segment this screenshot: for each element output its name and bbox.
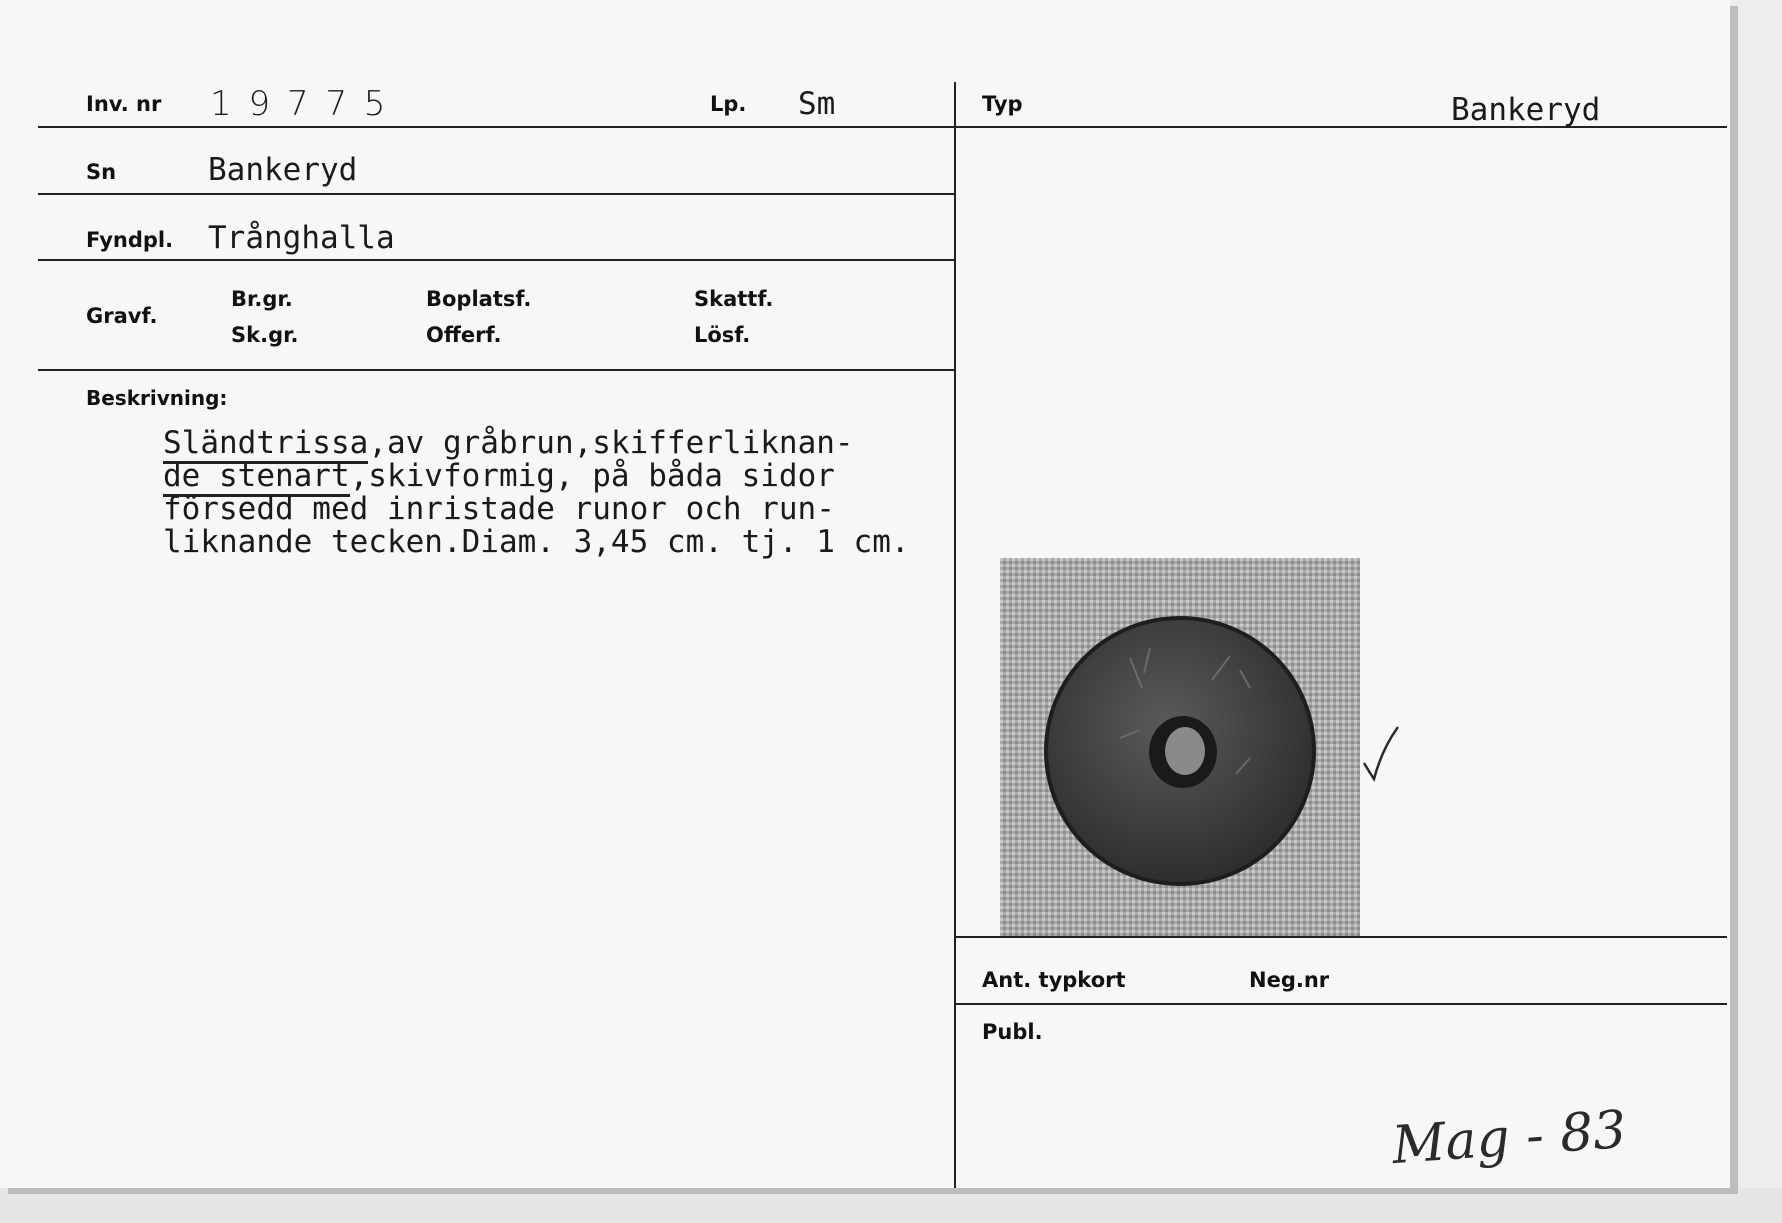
description-line-2-rest: ,skivformig, på båda sidor bbox=[349, 458, 835, 494]
gravf-label: Gravf. bbox=[86, 304, 158, 328]
description-underlined-material: de stenart bbox=[163, 458, 350, 497]
fyndpl-value: Trånghalla bbox=[208, 220, 395, 256]
boplatsf-label: Boplatsf. bbox=[426, 287, 532, 311]
typ-label: Typ bbox=[982, 92, 1023, 116]
negnr-label: Neg.nr bbox=[1249, 968, 1330, 992]
check-mark-icon bbox=[1360, 725, 1400, 785]
skattf-label: Skattf. bbox=[694, 287, 774, 311]
inv-nr-label: Inv. nr bbox=[86, 92, 162, 116]
divider-vertical bbox=[954, 82, 956, 1188]
description-line-2 bbox=[163, 460, 910, 493]
divider-row-1 bbox=[38, 126, 954, 128]
typ-value: Bankeryd bbox=[1451, 92, 1601, 128]
losf-label: Lösf. bbox=[694, 323, 751, 347]
description-line-1-rest: ,av gråbrun,skifferliknan- bbox=[368, 425, 854, 461]
handwritten-note: Mag - 83 bbox=[1390, 1099, 1629, 1177]
description-line-4: liknande tecken.Diam. 3,45 cm. tj. 1 cm. bbox=[163, 524, 910, 560]
offerf-label: Offerf. bbox=[426, 323, 502, 347]
ant-typkort-label: Ant. typkort bbox=[982, 968, 1126, 992]
skgr-label: Sk.gr. bbox=[231, 323, 299, 347]
description-line-3: försedd med inristade runor och run- bbox=[163, 491, 835, 527]
divider-publ bbox=[956, 1003, 1727, 1005]
spindle-whorl-photo bbox=[1000, 558, 1360, 936]
card-bottom-margin bbox=[0, 1188, 1782, 1223]
brgr-label: Br.gr. bbox=[231, 287, 293, 311]
divider-row-3 bbox=[38, 259, 954, 261]
fyndpl-label: Fyndpl. bbox=[86, 228, 174, 252]
divider-typ bbox=[956, 126, 1727, 128]
divider-row-2 bbox=[38, 193, 954, 195]
divider-row-4 bbox=[38, 369, 954, 371]
sn-label: Sn bbox=[86, 160, 117, 184]
description-underlined-term: Sländtrissa bbox=[163, 425, 368, 464]
divider-ant-typkort bbox=[956, 936, 1727, 938]
publ-label: Publ. bbox=[982, 1020, 1043, 1044]
card-right-margin bbox=[1730, 0, 1782, 1223]
lp-label: Lp. bbox=[710, 92, 747, 116]
sn-value: Bankeryd bbox=[208, 152, 358, 188]
description-line-1 bbox=[163, 427, 910, 460]
beskrivning-label: Beskrivning: bbox=[86, 386, 228, 410]
inv-nr-value: 1 9 7 7 5 bbox=[210, 84, 389, 124]
description-text bbox=[163, 427, 910, 559]
lp-value: Sm bbox=[798, 86, 836, 122]
